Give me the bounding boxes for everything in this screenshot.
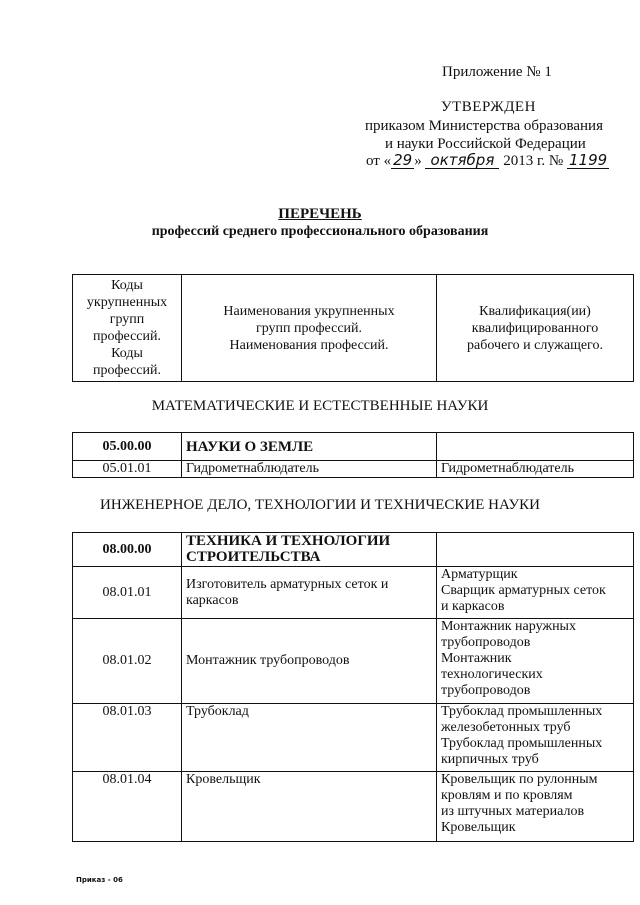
section-title: ИНЖЕНЕРНОЕ ДЕЛО, ТЕХНОЛОГИИ И ТЕХНИЧЕСКИЕ НАУКИ — [100, 497, 540, 513]
header-col-qualifications: Квалификация(ии) квалифицированного рабочего и служащего. — [437, 275, 634, 382]
group-code: 08.00.00 — [73, 533, 182, 567]
order-line-1: приказом Министерства образования — [365, 118, 603, 134]
table-header — [72, 274, 634, 382]
row-name: Гидрометнаблюдатель — [182, 461, 437, 478]
section-table — [72, 532, 634, 842]
table-row — [73, 772, 634, 842]
list-title: ПЕРЕЧЕНЬ — [278, 206, 362, 222]
order-number-handwritten: 1199 — [568, 151, 608, 169]
group-name: ТЕХНИКА И ТЕХНОЛОГИИ СТРОИТЕЛЬСТВА — [182, 533, 437, 567]
row-name: Трубоклад — [182, 704, 437, 772]
group-row — [73, 433, 634, 461]
row-name: Монтажник трубопроводов — [182, 619, 437, 704]
date-prefix: от « — [366, 153, 392, 169]
row-qualification: Монтажник наружных трубопроводов Монтажник технологических трубопроводов — [437, 619, 634, 704]
appendix-number: Приложение № 1 — [442, 64, 552, 80]
date-day-handwritten: 29 — [393, 151, 413, 169]
row-qualification: Трубоклад промышленных железобетонных труб Трубоклад промышленных кирпичных труб — [437, 704, 634, 772]
row-code: 05.01.01 — [73, 461, 182, 478]
group-qual-empty — [437, 433, 634, 461]
group-name: НАУКИ О ЗЕМЛЕ — [182, 433, 437, 461]
order-date-line — [366, 153, 609, 170]
page-footer: Приказ - 06 — [76, 876, 123, 884]
row-code: 08.01.04 — [73, 772, 182, 842]
row-code: 08.01.03 — [73, 704, 182, 772]
section-title: МАТЕМАТИЧЕСКИЕ И ЕСТЕСТВЕННЫЕ НАУКИ — [151, 398, 489, 414]
table-row — [73, 619, 634, 704]
table-row — [73, 704, 634, 772]
row-code: 08.01.02 — [73, 619, 182, 704]
table-row — [73, 461, 634, 478]
row-name: Изготовитель арматурных сеток и каркасов — [182, 567, 437, 619]
group-row — [73, 533, 634, 567]
table-row — [73, 567, 634, 619]
approved-label: УТВЕРЖДЕН — [441, 99, 536, 115]
group-code: 05.00.00 — [73, 433, 182, 461]
order-line-2: и науки Российской Федерации — [385, 136, 586, 152]
row-qualification: Арматурщик Сварщик арматурных сеток и каркасов — [437, 567, 634, 619]
section-table — [72, 432, 634, 478]
row-name: Кровельщик — [182, 772, 437, 842]
row-qualification: Кровельщик по рулонным кровлям и по кровлям из штучных материалов Кровельщик — [437, 772, 634, 842]
date-month-handwritten: октября — [425, 153, 499, 169]
list-subtitle: профессий среднего профессионального образования — [151, 224, 489, 239]
date-year: 2013 г. № — [503, 153, 564, 169]
header-col-names: Наименования укрупненных групп профессий. Наименования профессий. — [182, 275, 437, 382]
group-qual-empty — [437, 533, 634, 567]
row-qualification: Гидрометнаблюдатель — [437, 461, 634, 478]
date-mid: » — [414, 153, 422, 169]
row-code: 08.01.01 — [73, 567, 182, 619]
header-col-codes: Коды укрупненных групп профессий. Коды профессий. — [73, 275, 182, 382]
